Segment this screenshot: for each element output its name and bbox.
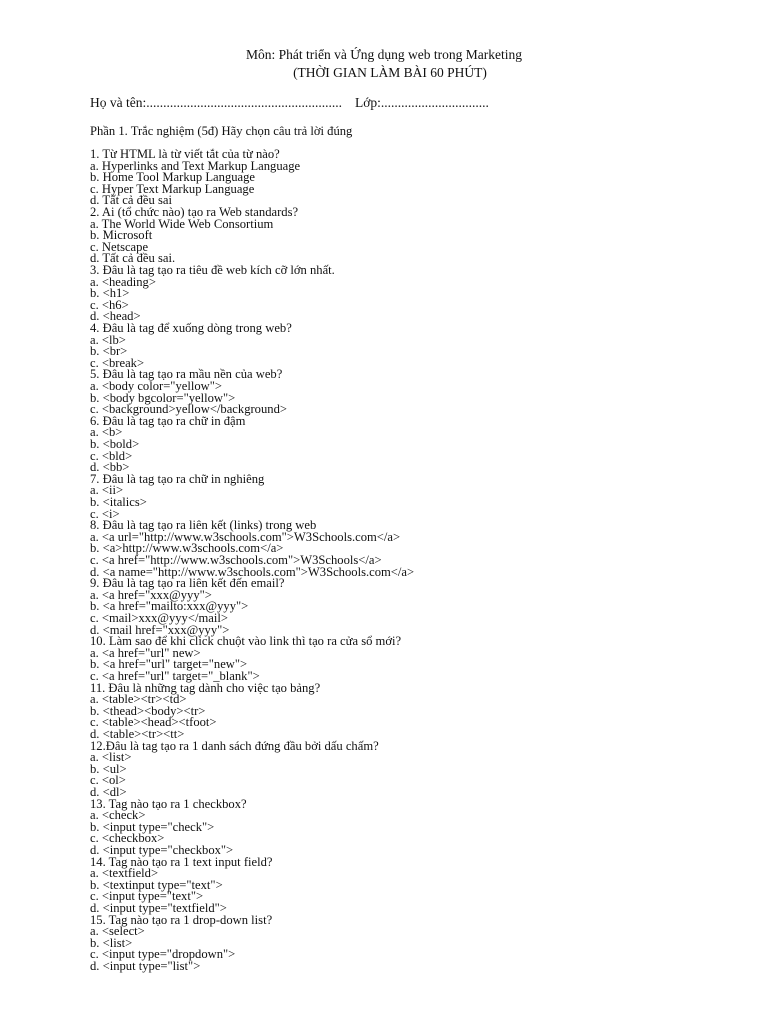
student-class-field: Lớp:................................ xyxy=(355,95,489,110)
answer-option: a. <a href="url" new> xyxy=(90,645,201,660)
answer-option: c. <mail>xxx@yyy</mail> xyxy=(90,611,228,625)
question-text: 6. Đâu là tag tạo ra chữ in đậm xyxy=(90,413,246,428)
answer-option: c. <ol> xyxy=(90,773,126,788)
answer-option: d. <table><tr><tt> xyxy=(90,727,185,741)
question-text: 8. Đâu là tag tạo ra liên kết (links) trong web xyxy=(90,518,317,533)
question-text: 2. Ai (tổ chức nào) tạo ra Web standards? xyxy=(90,205,299,219)
answer-option: d. Tất cả đều sai. xyxy=(90,251,176,266)
answer-option: b. Microsoft xyxy=(90,228,153,243)
answer-option: b. <h1> xyxy=(90,286,130,301)
answer-option: d. <head> xyxy=(90,309,141,324)
answer-option: c. <input type="dropdown"> xyxy=(90,947,236,962)
answer-option: b. <textinput type="text"> xyxy=(90,877,223,892)
answer-option: b. <list> xyxy=(90,935,133,950)
answer-option: c. <background>yellow</background> xyxy=(90,402,287,417)
question-text: 7. Đâu là tag tạo ra chữ in nghiêng xyxy=(90,471,265,486)
section-title: Phần 1. Trắc nghiệm (5đ) Hãy chọn câu trả lời đúng xyxy=(90,124,353,138)
answer-option: d. <dl> xyxy=(90,785,127,799)
subject-title: Môn: Phát triển và Ứng dụng web trong Marketing xyxy=(246,47,522,62)
question-text: 15. Tag nào tạo ra 1 drop-down list? xyxy=(90,912,273,927)
answer-option: a. Hyperlinks and Text Markup Language xyxy=(90,158,301,173)
answer-option: a. <b> xyxy=(90,425,123,440)
question-text: 1. Từ HTML là từ viết tắt của từ nào? xyxy=(90,147,280,161)
answer-option: b. <br> xyxy=(90,344,128,359)
question-text: 14. Tag nào tạo ra 1 text input field? xyxy=(90,854,273,869)
answer-option: a. <check> xyxy=(90,808,146,823)
question-text: 11. Đâu là những tag dành cho việc tạo bảng? xyxy=(90,680,321,695)
answer-option: c. <checkbox> xyxy=(90,831,165,846)
answer-option: d. Tất cả đều sai xyxy=(90,193,172,208)
answer-option: b. <body bgcolor="yellow"> xyxy=(90,390,236,405)
question-text: 9. Đâu là tag tạo ra liên kết đến email? xyxy=(90,576,285,591)
answer-option: c. <input type="text"> xyxy=(90,889,204,904)
answer-option: b. <a href="url" target="new"> xyxy=(90,657,248,672)
answer-option: d. <input type="checkbox"> xyxy=(90,843,234,857)
question-text: 3. Đâu là tag tạo ra tiêu đề web kích cỡ lớn nhất. xyxy=(90,263,335,277)
student-name-field: Họ và tên:.......................................................... xyxy=(90,95,342,110)
answer-option: b. <a>http://www.w3schools.com</a> xyxy=(90,541,284,556)
answer-option: b. Home Tool Markup Language xyxy=(90,170,256,185)
answer-option: c. <a href="http://www.w3schools.com">W3Schools</a> xyxy=(90,553,382,567)
answer-option: a. <lb> xyxy=(90,332,126,347)
answer-option: c. Netscape xyxy=(90,239,149,254)
answer-option: a. <list> xyxy=(90,750,132,765)
answer-option: c. Hyper Text Markup Language xyxy=(90,181,255,196)
answer-option: c. <a href="url" target="_blank"> xyxy=(90,669,260,683)
answer-option: a. <a href="xxx@yyy"> xyxy=(90,587,212,602)
question-text: 10. Làm sao để khi click chuột vào link thì tạo ra cửa sổ mới? xyxy=(90,634,402,649)
answer-option: b. <bold> xyxy=(90,437,140,451)
answer-option: a. <a url="http://www.w3schools.com">W3Schools.com</a> xyxy=(90,529,401,544)
answer-option: a. <table><tr><td> xyxy=(90,692,187,707)
answer-option: c. <bld> xyxy=(90,448,133,463)
answer-option: b. <italics> xyxy=(90,495,147,509)
answer-option: d. <a name="http://www.w3schools.com">W3Schools.com</a> xyxy=(90,564,415,579)
answer-option: c. <break> xyxy=(90,355,145,370)
answer-option: c. <h6> xyxy=(90,297,129,312)
answer-option: a. The World Wide Web Consortium xyxy=(90,216,274,231)
answer-option: d. <input type="textfield"> xyxy=(90,901,227,915)
answer-option: b. <a href="mailto:xxx@yyy"> xyxy=(90,599,249,614)
answer-option: a. <textfield> xyxy=(90,866,159,881)
answer-option: d. <mail href="xxx@yyy"> xyxy=(90,622,230,637)
question-text: 13. Tag nào tạo ra 1 checkbox? xyxy=(90,796,247,811)
question-text: 5. Đâu là tag tạo ra mầu nền của web? xyxy=(90,367,283,382)
answer-option: c. <table><head><tfoot> xyxy=(90,715,217,730)
answer-option: d. <bb> xyxy=(90,460,130,475)
time-limit: (THỜI GIAN LÀM BÀI 60 PHÚT) xyxy=(293,65,487,80)
answer-option: a. <select> xyxy=(90,924,145,939)
question-text: 4. Đâu là tag để xuống dòng trong web? xyxy=(90,321,292,335)
answer-option: b. <input type="check"> xyxy=(90,819,215,834)
answer-option: a. <heading> xyxy=(90,274,156,289)
answer-option: a. <ii> xyxy=(90,483,124,498)
answer-option: b. <thead><body><tr> xyxy=(90,703,206,718)
answer-option: a. <body color="yellow"> xyxy=(90,379,222,393)
question-text: 12.Đâu là tag tạo ra 1 danh sách đứng đầu bởi dấu chấm? xyxy=(90,738,379,753)
answer-option: c. <i> xyxy=(90,506,120,521)
answer-option: d. <input type="list"> xyxy=(90,959,201,973)
answer-option: b. <ul> xyxy=(90,761,127,776)
